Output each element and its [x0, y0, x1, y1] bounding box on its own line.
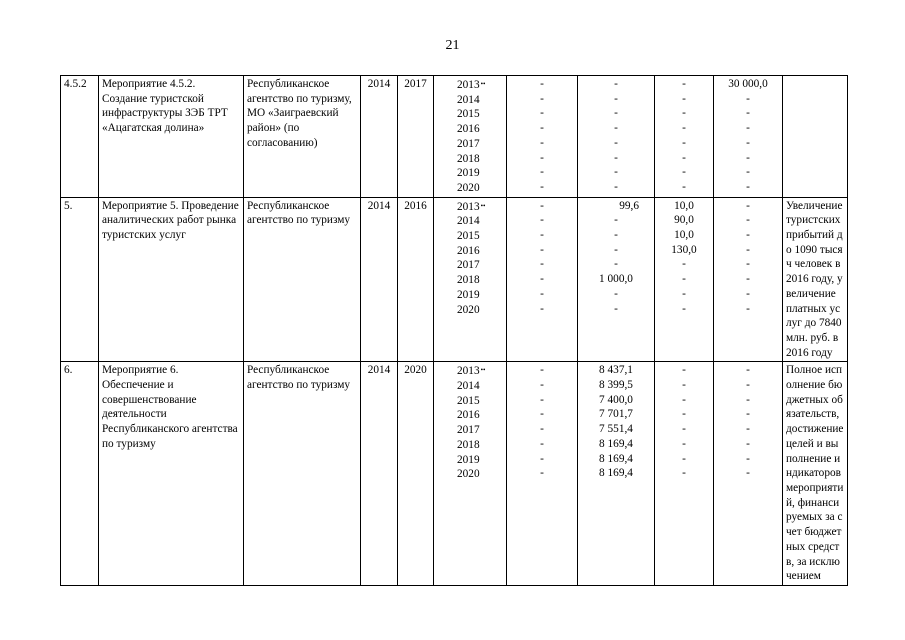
value: - — [746, 243, 750, 256]
value: - — [614, 166, 618, 179]
funding-col-d — [714, 76, 783, 198]
year-item: 2013•• — [457, 200, 486, 213]
value: 8 169,4 — [599, 452, 633, 465]
year-item: 2019 — [457, 167, 480, 180]
value: 7 701,7 — [599, 408, 633, 421]
table-row — [61, 362, 848, 586]
measure-name: Мероприятие 4.5.2. Создание туристской инфраструктуры ЗЭБ ТРТ «Ацагатская долина» — [99, 76, 244, 198]
funding-col-d — [714, 362, 783, 586]
row-number: 4.5.2 — [61, 76, 99, 198]
value: - — [682, 364, 686, 377]
value: 7 551,4 — [599, 423, 633, 436]
expected-result: Увеличение туристских прибытий до 1090 тысяч человек в 2016 году, увеличение платных услуг до 7840 млн. руб. в 2016 году — [783, 197, 848, 362]
value: 10,0 — [674, 229, 694, 242]
value: - — [746, 122, 750, 135]
value: - — [746, 180, 750, 193]
value: - — [540, 78, 544, 90]
value: - — [614, 151, 618, 164]
value: - — [540, 180, 544, 193]
end-year: 2017 — [398, 76, 434, 198]
value: - — [682, 151, 686, 164]
value: 8 399,5 — [599, 379, 633, 392]
value: 8 437,1 — [599, 364, 633, 377]
year-item: 2015 — [457, 108, 480, 121]
value: - — [746, 166, 750, 179]
year-item: 2019 — [457, 453, 480, 466]
executor: Республиканское агентство по туризму, МО «Заиграевский район» (по согласованию) — [244, 76, 361, 198]
year-item: 2020 — [457, 303, 480, 316]
value: - — [614, 302, 618, 315]
year-item: 2015 — [457, 230, 480, 243]
start-year: 2014 — [361, 362, 398, 586]
years-cell — [434, 362, 507, 586]
value: - — [682, 180, 686, 193]
value: - — [682, 408, 686, 421]
value: - — [746, 452, 750, 465]
table-row — [61, 197, 848, 362]
value: - — [614, 258, 618, 271]
value: - — [614, 287, 618, 300]
value: - — [614, 229, 618, 242]
value: - — [614, 92, 618, 105]
year-item: 2013•• — [457, 79, 486, 91]
year-item: 2014 — [457, 93, 480, 106]
start-year: 2014 — [361, 197, 398, 362]
year-item: 2014 — [457, 215, 480, 228]
year-item: 2015 — [457, 394, 480, 407]
value: 130,0 — [671, 243, 697, 256]
value: - — [746, 136, 750, 149]
value: - — [540, 92, 544, 105]
table-row — [61, 76, 848, 198]
year-item: 2019 — [457, 288, 480, 301]
value: - — [540, 229, 544, 242]
program-table — [60, 75, 848, 586]
value: - — [614, 122, 618, 135]
funding-col-a — [507, 76, 578, 198]
value: - — [540, 364, 544, 377]
funding-col-b — [578, 76, 655, 198]
value: - — [540, 379, 544, 392]
value: - — [540, 107, 544, 120]
value: - — [746, 393, 750, 406]
value: - — [746, 273, 750, 286]
years-cell — [434, 197, 507, 362]
row-number: 6. — [61, 362, 99, 586]
value: 8 169,4 — [599, 437, 633, 450]
value: - — [540, 467, 544, 480]
year-item: 2016 — [457, 123, 480, 136]
value: - — [682, 423, 686, 436]
end-year: 2020 — [398, 362, 434, 586]
value: - — [746, 107, 750, 120]
value: - — [540, 423, 544, 436]
value: - — [746, 229, 750, 242]
funding-col-a — [507, 362, 578, 586]
value: - — [614, 136, 618, 149]
year-item: 2017 — [457, 137, 480, 150]
value: - — [540, 136, 544, 149]
row-number: 5. — [61, 197, 99, 362]
year-item: 2014 — [457, 380, 480, 393]
value: 10,0 — [674, 199, 694, 212]
value: - — [746, 199, 750, 212]
expected-result — [783, 76, 848, 198]
year-item: 2016 — [457, 244, 480, 257]
value: - — [540, 273, 544, 286]
value: - — [746, 408, 750, 421]
value: - — [746, 258, 750, 271]
value: - — [540, 452, 544, 465]
value: - — [540, 166, 544, 179]
funding-col-a — [507, 197, 578, 362]
years-cell — [434, 76, 507, 198]
value: - — [540, 302, 544, 315]
year-item: 2020 — [457, 181, 480, 194]
value: - — [682, 122, 686, 135]
value: - — [540, 243, 544, 256]
year-item: 2016 — [457, 409, 480, 422]
value: - — [614, 243, 618, 256]
value: - — [746, 287, 750, 300]
value: - — [540, 214, 544, 227]
measure-name: Мероприятие 5. Проведение аналитических работ рынка туристских услуг — [99, 197, 244, 362]
executor: Республиканское агентство по туризму — [244, 362, 361, 586]
value: - — [682, 273, 686, 286]
value: - — [540, 437, 544, 450]
value: - — [540, 408, 544, 421]
value: - — [540, 393, 544, 406]
value: - — [540, 258, 544, 271]
year-item: 2018 — [457, 274, 480, 287]
value: - — [614, 107, 618, 120]
funding-col-c — [655, 197, 714, 362]
value: - — [682, 92, 686, 105]
value: - — [682, 302, 686, 315]
value: 90,0 — [674, 214, 694, 227]
value: - — [614, 180, 618, 193]
value: - — [614, 78, 618, 90]
value: - — [746, 151, 750, 164]
value: - — [746, 92, 750, 105]
value: - — [746, 364, 750, 377]
year-item: 2018 — [457, 438, 480, 451]
value: - — [540, 151, 544, 164]
value: - — [682, 452, 686, 465]
end-year: 2016 — [398, 197, 434, 362]
value: - — [682, 258, 686, 271]
value: - — [746, 437, 750, 450]
funding-col-c — [655, 362, 714, 586]
year-item: 2020 — [457, 468, 480, 481]
value: - — [540, 287, 544, 300]
expected-result: Полное исполнение бюджетных обязательств, достижение целей и выполнение индикаторов мероприятий, финансируемых за счет бюджетных средств, за исключением — [783, 362, 848, 586]
value: - — [540, 122, 544, 135]
measure-name: Мероприятие 6. Обеспечение и совершенствование деятельности Республиканского агентства по туризму — [99, 362, 244, 586]
year-item: 2017 — [457, 424, 480, 437]
value: - — [682, 78, 686, 90]
value: - — [682, 107, 686, 120]
value: - — [746, 214, 750, 227]
value: - — [682, 393, 686, 406]
value: - — [746, 379, 750, 392]
value: - — [540, 199, 544, 212]
year-item: 2013•• — [457, 365, 486, 378]
funding-col-c — [655, 76, 714, 198]
value: - — [614, 214, 618, 227]
value: - — [682, 437, 686, 450]
funding-col-b — [578, 362, 655, 586]
value: - — [746, 467, 750, 480]
value: 99,6 — [619, 199, 639, 212]
value: - — [746, 423, 750, 436]
value: - — [682, 287, 686, 300]
value: 1 000,0 — [599, 273, 633, 286]
page-number: 21 — [445, 38, 460, 53]
year-item: 2018 — [457, 152, 480, 165]
value: - — [682, 136, 686, 149]
funding-col-d — [714, 197, 783, 362]
start-year: 2014 — [361, 76, 398, 198]
value: - — [682, 379, 686, 392]
value: 8 169,4 — [599, 467, 633, 480]
executor: Республиканское агентство по туризму — [244, 197, 361, 362]
funding-col-b — [578, 197, 655, 362]
value: 30 000,0 — [728, 78, 768, 90]
value: - — [746, 302, 750, 315]
value: - — [682, 166, 686, 179]
value: 7 400,0 — [599, 393, 633, 406]
value: - — [682, 467, 686, 480]
year-item: 2017 — [457, 259, 480, 272]
